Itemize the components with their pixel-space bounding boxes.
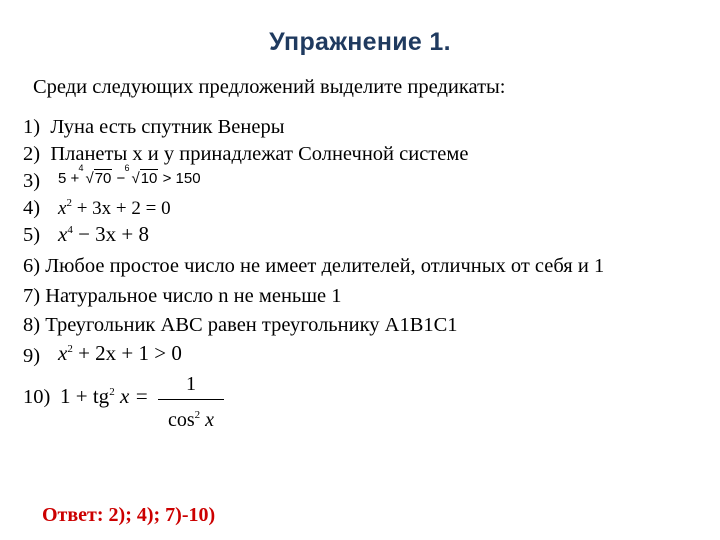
formula-10-exp: 2 <box>109 386 115 398</box>
formula-3-end: > 150 <box>162 170 201 187</box>
item-text: Треугольник ABC равен треугольнику A1B1C1 <box>45 314 458 336</box>
item-text: Луна есть спутник Венеры <box>50 116 285 138</box>
root-2-index: 6 <box>124 163 130 173</box>
root-2-body: 10 <box>140 170 158 187</box>
formula-10-fraction <box>158 371 224 431</box>
list-item-1 <box>23 116 284 139</box>
item-text: Натуральное число n не меньше 1 <box>45 285 342 307</box>
formula-10-lhs-text: 1 + tg <box>60 384 110 408</box>
item-number: 6) <box>23 255 41 277</box>
list-item-9 <box>23 345 40 368</box>
fraction-numerator: 1 <box>186 373 196 395</box>
item-number: 1) <box>23 116 41 138</box>
fraction-denominator <box>158 402 224 431</box>
list-item-4 <box>23 197 40 220</box>
formula-5-var: x <box>58 222 68 246</box>
item-text: Любое простое число не имеет делителей, отличных от себя и 1 <box>45 255 605 277</box>
slide-title: Упражнение 1. <box>269 28 451 56</box>
formula-9 <box>58 341 182 366</box>
denominator-var: x <box>200 409 215 431</box>
item-number: 8) <box>23 314 41 336</box>
item-number: 2) <box>23 143 41 165</box>
formula-10-lhs <box>60 384 149 409</box>
formula-5 <box>58 222 149 247</box>
formula-3-a: 5 + <box>58 170 80 187</box>
root-2: 6 √10 <box>124 163 158 187</box>
intro-text: Среди следующих предложений выделите предикаты: <box>33 76 506 98</box>
list-item-3 <box>23 170 40 193</box>
root-1-index: 4 <box>78 163 84 173</box>
formula-9-var: x <box>58 341 68 365</box>
item-number: 9) <box>23 345 41 367</box>
item-text: Планеты x и y принадлежат Солнечной системе <box>50 143 469 165</box>
formula-5-exp: 4 <box>67 224 73 236</box>
denominator-exp: 2 <box>194 409 201 421</box>
list-item-2 <box>23 143 468 166</box>
fraction-bar <box>158 399 224 400</box>
formula-10-var: x = <box>114 384 149 408</box>
formula-5-rest: − 3x + 8 <box>72 222 150 246</box>
formula-3-minus: − <box>116 170 126 187</box>
root-1-body: 70 <box>94 170 112 187</box>
formula-4-rest: + 3x + 2 = 0 <box>71 198 171 219</box>
formula-9-rest: + 2x + 1 > 0 <box>72 341 182 365</box>
list-item-7 <box>23 285 342 308</box>
formula-4-exp: 2 <box>66 197 72 209</box>
formula-4 <box>58 197 171 220</box>
formula-4-var: x <box>58 198 67 219</box>
formula-9-exp: 2 <box>67 343 73 355</box>
list-item-8 <box>23 314 458 337</box>
root-1: 4 √70 <box>78 163 112 187</box>
item-number: 3) <box>23 170 41 192</box>
formula-3 <box>58 163 201 187</box>
list-item-6 <box>23 255 604 278</box>
item-number: 10) <box>23 386 51 408</box>
item-number: 4) <box>23 197 41 219</box>
denominator-func: cos <box>167 409 195 431</box>
list-item-5 <box>23 224 40 247</box>
answer-text: Ответ: 2); 4); 7)-10) <box>42 504 216 526</box>
item-number: 7) <box>23 285 41 307</box>
list-item-10 <box>23 386 50 409</box>
item-number: 5) <box>23 224 41 246</box>
